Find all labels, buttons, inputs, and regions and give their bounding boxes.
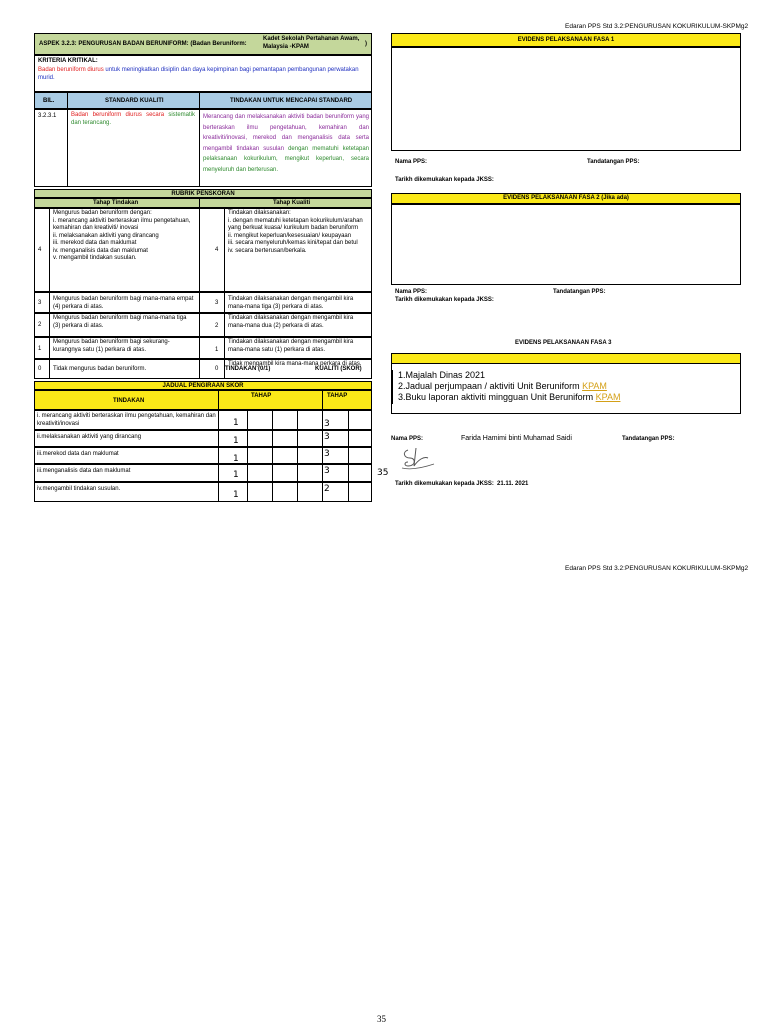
- table-row: [34, 430, 372, 447]
- fasa1-tarikh-label: Tarikh dikemukakan kepada JKSS:: [395, 177, 494, 183]
- score-0-right: 0: [215, 366, 219, 372]
- level4-tindakan-item: ii. melaksanakan aktiviti yang dirancang: [53, 232, 159, 239]
- list-item: [398, 370, 620, 381]
- standard-bil: 3.2.3.1: [38, 113, 57, 119]
- level0-tindakan: Tidak mengurus badan beruniform.: [53, 366, 147, 372]
- kriteria-box: [34, 55, 372, 92]
- rubrik-row-1: [34, 337, 372, 359]
- level4-tindakan-item: iii. merekod data dan maklumat: [53, 240, 137, 246]
- standard-text: [71, 112, 195, 127]
- level4-kualiti-item: ii. mengikut keperluan/kesesuaian/ keupayaan: [228, 232, 352, 239]
- fasa3-tarikh-label: Tarikh dikemukakan kepada JKSS:: [395, 481, 494, 487]
- jadual-header: [34, 390, 372, 410]
- fasa1-nama-label: Nama PPS:: [395, 159, 428, 165]
- level2-tindakan: Mengurus badan beruniform bagi mana-mana tiga (3) perkara di atas.: [53, 315, 187, 329]
- table-row: [34, 447, 372, 464]
- jadual-row-kualiti: 3: [324, 419, 330, 429]
- kriteria-red2: diurus: [87, 67, 104, 73]
- jadual-row-kualiti: 3: [324, 466, 330, 476]
- page-header-2: Edaran PPS Std 3.2:PENGURUSAN KOKURIKULUM-SKPMg2: [565, 565, 749, 572]
- fasa3-tarikh-value: 21.11. 2021: [497, 481, 529, 487]
- rubrik-row-0: [34, 359, 372, 379]
- tindakan-text: [203, 112, 369, 175]
- jadual-row-label: iv.mengambil tindakan susulan.: [37, 486, 121, 492]
- jadual-body: [34, 410, 372, 502]
- list-item: [398, 392, 620, 403]
- fasa3-nama-value: Farida Hamimi binti Muhamad Saidi: [461, 435, 572, 442]
- rubrik-col-tindakan: Tahap Tindakan: [93, 200, 139, 206]
- fasa2-nama-label: Nama PPS:: [395, 289, 428, 295]
- score-2-left: 2: [38, 322, 42, 328]
- score-0-left: 0: [38, 366, 42, 372]
- jadual-row-tindakan: 1: [233, 454, 239, 464]
- level4-tindakan: [53, 210, 195, 263]
- standard-row: [34, 109, 372, 187]
- fasa3-item-link[interactable]: KPAM: [582, 381, 607, 391]
- jadual-col-tahap1: TAHAP: [251, 393, 272, 399]
- level4-tindakan-item: v. mengambil tindakan susulan.: [53, 255, 137, 261]
- level0-kualiti: Tidak mengambil kira mana-mana perkara di atas.: [228, 361, 362, 367]
- table-row: [34, 410, 372, 430]
- jadual-col-tindakan: TINDAKAN: [113, 398, 145, 404]
- table-row: [34, 464, 372, 482]
- jadual-row-tindakan: 1: [233, 436, 239, 446]
- fasa3-item-text: 3.Buku laporan aktiviti mingguan Unit Beruniform: [398, 392, 596, 402]
- level4-kualiti-intro: Tindakan dilaksanakan:: [228, 210, 291, 216]
- fasa1-tandatangan-label: Tandatangan PPS:: [587, 159, 640, 165]
- page-header: Edaran PPS Std 3.2:PENGURUSAN KOKURIKULUM-SKPMg2: [565, 23, 749, 30]
- overlay-tindakan: TINDAKAN (0/1): [225, 366, 271, 372]
- jadual-row-tindakan: 1: [233, 418, 239, 428]
- fasa1-evidence-box: [391, 47, 741, 151]
- jadual-row-label: i. merancang aktiviti berteraskan ilmu pengetahuan, kemahiran dan kreativiti/inovasi: [37, 413, 216, 427]
- level4-tindakan-item: iv. menganalisis data dan maklumat: [53, 247, 148, 254]
- rubrik-row-3: [34, 292, 372, 313]
- score-3-left: 3: [38, 300, 42, 306]
- table-row: [34, 482, 372, 502]
- score-4-right: 4: [215, 247, 219, 253]
- level3-kualiti: Tindakan dilaksanakan dengan mengambil kira mana-mana tiga (3) perkara di atas.: [228, 296, 354, 310]
- level3-tindakan: Mengurus badan beruniform bagi mana-mana empat (4) perkara di atas.: [53, 296, 194, 310]
- fasa3-bar: [391, 353, 741, 364]
- level1-tindakan: Mengurus badan beruniform bagi sekurang-kurangnya satu (1) perkara di atas.: [53, 339, 170, 353]
- fasa3-nama-label: Nama PPS:: [391, 436, 424, 442]
- fasa1-title: EVIDENS PELAKSANAAN FASA 1: [391, 33, 741, 47]
- rubrik-row-4: [34, 208, 372, 292]
- jadual-row-label: iii.merekod data dan maklumat: [37, 451, 119, 457]
- rubrik-col-kualiti: Tahap Kualiti: [273, 200, 311, 206]
- kriteria-text: [38, 67, 368, 82]
- aspek-unit: Kadet Sekolah Pertahanan Awam, Malaysia -KPAM: [263, 36, 360, 50]
- level4-kualiti-item: iii. secara menyeluruh/kemas kini/tepat dan betul: [228, 240, 358, 246]
- aspek-header: [34, 33, 372, 55]
- standard-text-green: sistematik dan terancang.: [71, 112, 195, 126]
- level2-kualiti: Tindakan dilaksanakan dengan mengambil kira mana-mana dua (2) perkara di atas.: [228, 315, 354, 329]
- fasa3-item-text: 2.Jadual perjumpaan / aktiviti Unit Beruniform: [398, 381, 583, 391]
- fasa2-tarikh-label: Tarikh dikemukakan kepada JKSS:: [395, 297, 494, 303]
- standard-text-red: Badan beruniform diurus secara: [71, 112, 165, 118]
- level4-kualiti-item: iv. secara berterusan/berkala.: [228, 247, 307, 254]
- rubrik-title: RUBRIK PENSKORAN: [34, 189, 372, 198]
- aspek-title: ASPEK 3.2.3: PENGURUSAN BADAN BERUNIFORM: (Badan Beruniform:: [39, 41, 247, 47]
- score-2-right: 2: [215, 323, 219, 329]
- score-3-right: 3: [215, 300, 219, 306]
- signature-image: [400, 442, 440, 472]
- fasa3-evidence-box: [391, 364, 741, 414]
- fasa3-title: EVIDENS PELAKSANAAN FASA 3: [515, 340, 612, 346]
- rubrik-row-2: [34, 313, 372, 337]
- fasa3-item-link[interactable]: KPAM: [595, 392, 621, 402]
- list-item: [398, 381, 620, 392]
- fasa3-tandatangan-label: Tandatangan PPS:: [622, 436, 675, 442]
- tindakan-text-green: dengan mematuhi ketetapan pelaksanaan kokurikulum, mengikut keperluan, secara menyeluruh dan berterusan.: [203, 145, 370, 173]
- col-standard: STANDARD KUALITI: [105, 98, 164, 104]
- jadual-row-label: iii.menganalisis data dan maklumat: [37, 468, 131, 474]
- jadual-title: JADUAL PENGIRAAN SKOR: [34, 381, 372, 390]
- kriteria-label: KRITERIA KRITIKAL:: [38, 58, 98, 64]
- score-4-left: 4: [38, 247, 42, 253]
- jadual-row-kualiti: 3: [324, 432, 330, 442]
- tindakan-text-purple: Merancang dan melaksanakan aktiviti badan beruniform yang berteraskan ilmu pengetahuan, kemahiran dan kreativiti/inovasi, merekod dan menganalisis data serta mengambil tindakan susulan: [203, 114, 369, 152]
- fasa2-tandatangan-label: Tandatangan PPS:: [553, 289, 606, 295]
- page-number: 35: [377, 1014, 386, 1024]
- jadual-row-kualiti: 3: [324, 449, 330, 459]
- kriteria-blue: untuk meningkatkan disiplin dan daya kepimpinan bagi pemantapan pembangunan perwatakan murid.: [38, 67, 359, 81]
- score-1-right: 1: [215, 347, 219, 353]
- col-bil: BIL.: [43, 98, 55, 104]
- jadual-col-tahap2: TAHAP: [327, 393, 348, 399]
- side-page-number: 35: [377, 468, 389, 478]
- level4-tindakan-item: i. merancang aktiviti berteraskan ilmu pengetahuan, kemahiran dan kreativiti/ inovasi: [53, 217, 191, 231]
- fasa2-title: EVIDENS PELAKSANAAN FASA 2 (Jika ada): [391, 193, 741, 204]
- jadual-row-tindakan: 1: [233, 470, 239, 480]
- standard-header: [34, 92, 372, 109]
- level4-kualiti: [228, 210, 370, 255]
- col-tindakan: TINDAKAN UNTUK MENCAPAI STANDARD: [230, 98, 353, 104]
- jadual-row-label: ii.melaksanakan aktiviti yang dirancang: [37, 434, 142, 440]
- jadual-row-kualiti: 2: [324, 484, 330, 494]
- overlay-kualiti: KUALITI (SKOR): [315, 366, 362, 372]
- fasa3-item-text: 1.Majalah Dinas 2021: [398, 370, 486, 380]
- score-1-left: 1: [38, 346, 42, 352]
- kriteria-red: Badan beruniform: [38, 67, 86, 73]
- level4-tindakan-intro: Mengurus badan beruniform dengan:: [53, 210, 152, 216]
- rubrik-subheader: [34, 198, 372, 208]
- level1-kualiti: Tindakan dilaksanakan dengan mengambil kira mana-mana satu (1) perkara di atas.: [228, 339, 354, 353]
- fasa2-evidence-box: [391, 204, 741, 285]
- fasa3-list: [398, 370, 620, 403]
- level4-kualiti-item: i. dengan mematuhi ketetapan kokurikulum/arahan yang berkuat kuasa/ kurikulum badan beruniform: [228, 217, 363, 231]
- jadual-row-tindakan: 1: [233, 490, 239, 500]
- aspek-close: ): [365, 41, 367, 47]
